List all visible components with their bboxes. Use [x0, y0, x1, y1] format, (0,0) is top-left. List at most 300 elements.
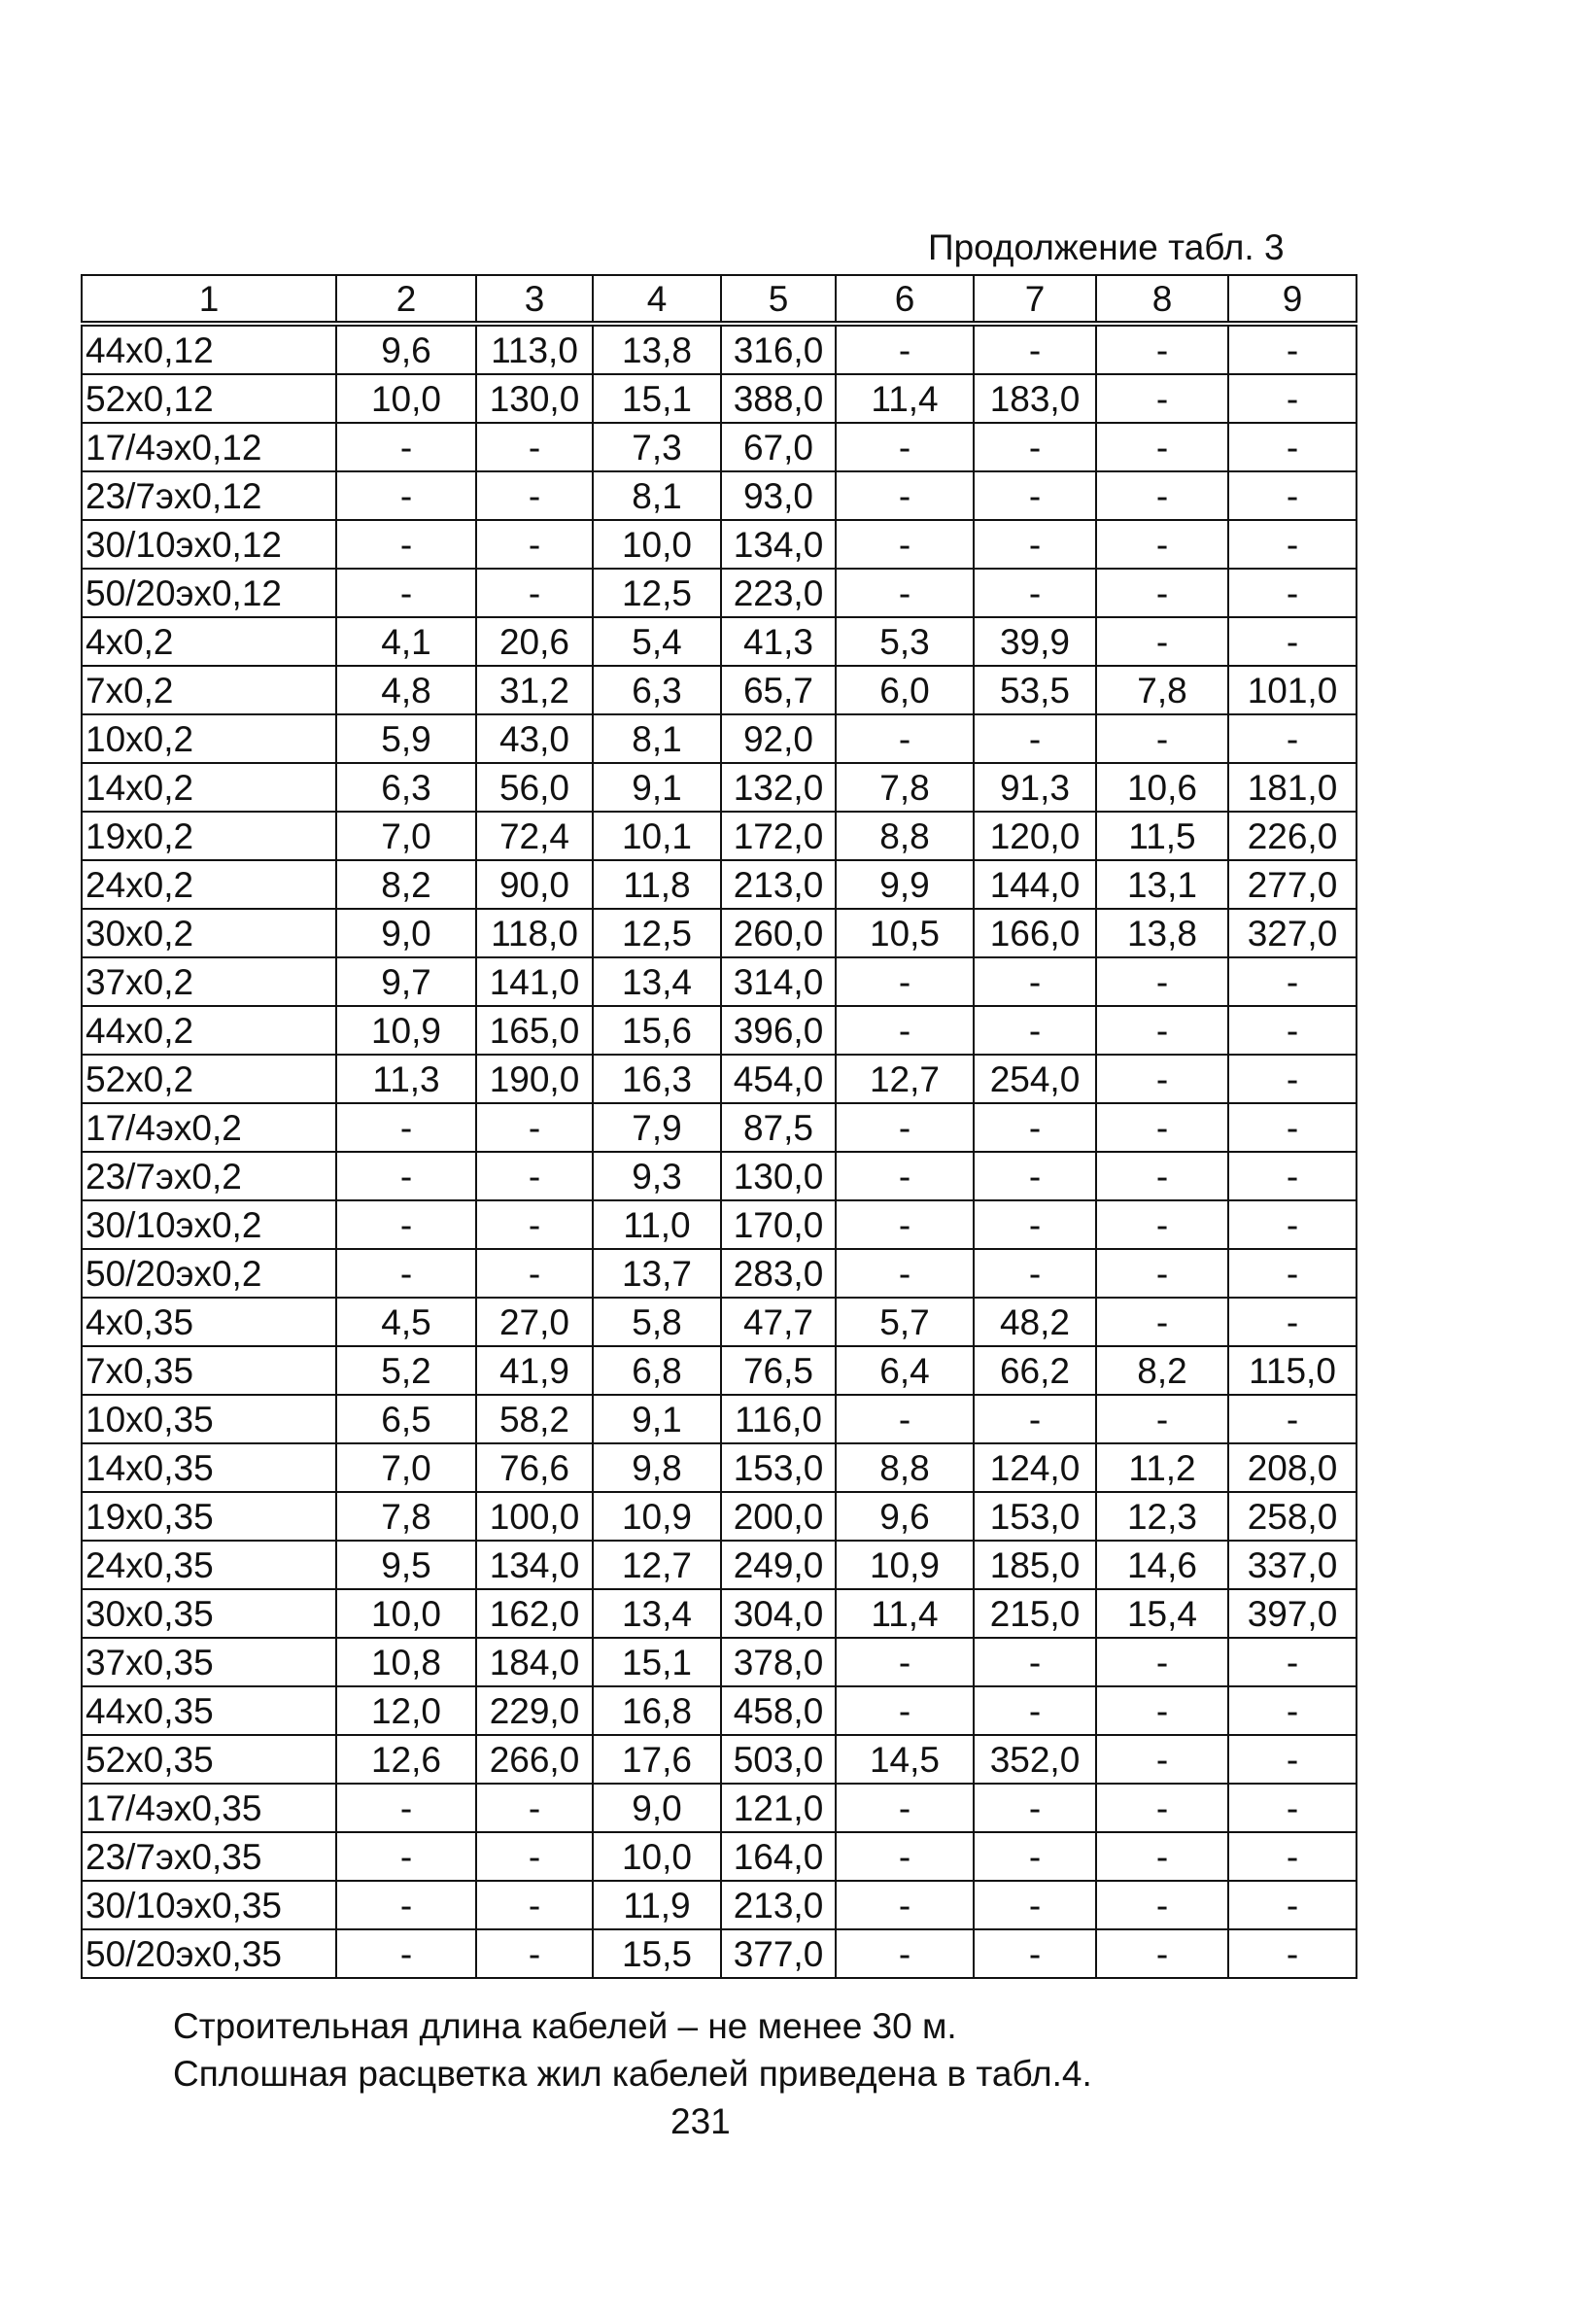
- table-cell: -: [1228, 1249, 1357, 1298]
- table-cell: -: [476, 1200, 593, 1249]
- table-cell: -: [336, 1200, 476, 1249]
- table-cell: -: [336, 1881, 476, 1929]
- table-cell: -: [1096, 471, 1228, 520]
- table-cell: 277,0: [1228, 860, 1357, 909]
- table-cell: 11,4: [836, 1589, 974, 1638]
- table-cell: 100,0: [476, 1492, 593, 1541]
- table-cell: -: [974, 1832, 1096, 1881]
- table-cell: 65,7: [721, 666, 836, 714]
- cable-designation-cell: 10x0,35: [82, 1395, 336, 1443]
- table-cell: -: [1228, 1832, 1357, 1881]
- table-cell: -: [836, 324, 974, 374]
- table-cell: 10,9: [336, 1006, 476, 1055]
- table-cell: -: [1096, 1055, 1228, 1103]
- table-cell: 27,0: [476, 1298, 593, 1346]
- table-cell: -: [974, 1006, 1096, 1055]
- table-cell: -: [1096, 324, 1228, 374]
- table-cell: -: [1096, 714, 1228, 763]
- table-row: [82, 1881, 1357, 1929]
- table-cell: -: [836, 1784, 974, 1832]
- cable-designation-cell: 37x0,35: [82, 1638, 336, 1686]
- table-cell: -: [476, 1249, 593, 1298]
- table-cell: 503,0: [721, 1735, 836, 1784]
- table-row: [82, 617, 1357, 666]
- table-cell: 377,0: [721, 1929, 836, 1978]
- note-construction-length: Строительная длина кабелей – не менее 30 м.: [173, 2006, 957, 2046]
- table-cell: -: [1096, 957, 1228, 1006]
- column-header: 4: [593, 275, 721, 324]
- table-body: [82, 324, 1357, 1978]
- table-cell: 121,0: [721, 1784, 836, 1832]
- table-cell: 185,0: [974, 1541, 1096, 1589]
- table-cell: 172,0: [721, 812, 836, 860]
- cable-designation-cell: 44x0,2: [82, 1006, 336, 1055]
- table-cell: 66,2: [974, 1346, 1096, 1395]
- table-cell: -: [1096, 1152, 1228, 1200]
- table-cell: 10,9: [836, 1541, 974, 1589]
- table-cell: 200,0: [721, 1492, 836, 1541]
- table-cell: -: [836, 1395, 974, 1443]
- table-cell: 101,0: [1228, 666, 1357, 714]
- table-cell: 10,1: [593, 812, 721, 860]
- table-cell: -: [1228, 617, 1357, 666]
- table-cell: 266,0: [476, 1735, 593, 1784]
- table-cell: 260,0: [721, 909, 836, 957]
- column-header: 3: [476, 275, 593, 324]
- table-cell: -: [336, 471, 476, 520]
- table-cell: -: [836, 957, 974, 1006]
- table-cell: 7,3: [593, 423, 721, 471]
- table-cell: 8,1: [593, 714, 721, 763]
- table-cell: -: [476, 1832, 593, 1881]
- table-cell: 15,5: [593, 1929, 721, 1978]
- table-row: [82, 1006, 1357, 1055]
- table-cell: 132,0: [721, 763, 836, 812]
- table-cell: 316,0: [721, 324, 836, 374]
- table-cell: 9,0: [593, 1784, 721, 1832]
- table-cell: -: [336, 1249, 476, 1298]
- cable-designation-cell: 50/20эx0,12: [82, 569, 336, 617]
- table-cell: 6,3: [336, 763, 476, 812]
- table-cell: 6,4: [836, 1346, 974, 1395]
- table-cell: -: [1096, 1103, 1228, 1152]
- table-row: [82, 763, 1357, 812]
- table-cell: -: [974, 957, 1096, 1006]
- table-cell: 118,0: [476, 909, 593, 957]
- column-header: 1: [82, 275, 336, 324]
- table-cell: 397,0: [1228, 1589, 1357, 1638]
- table-cell: -: [1096, 1784, 1228, 1832]
- table-cell: 120,0: [974, 812, 1096, 860]
- cable-designation-cell: 10x0,2: [82, 714, 336, 763]
- table-cell: 124,0: [974, 1443, 1096, 1492]
- table-cell: 352,0: [974, 1735, 1096, 1784]
- table-row: [82, 520, 1357, 569]
- table-cell: 12,7: [593, 1541, 721, 1589]
- table-cell: 5,3: [836, 617, 974, 666]
- table-cell: -: [476, 520, 593, 569]
- table-cell: -: [836, 423, 974, 471]
- cable-designation-cell: 24x0,35: [82, 1541, 336, 1589]
- table-cell: 314,0: [721, 957, 836, 1006]
- table-cell: 4,8: [336, 666, 476, 714]
- table-cell: -: [974, 1200, 1096, 1249]
- table-cell: -: [1228, 1735, 1357, 1784]
- table-cell: 17,6: [593, 1735, 721, 1784]
- table-row: [82, 1395, 1357, 1443]
- cable-designation-cell: 17/4эx0,12: [82, 423, 336, 471]
- table-cell: 8,2: [1096, 1346, 1228, 1395]
- table-cell: 7,8: [836, 763, 974, 812]
- table-cell: 47,7: [721, 1298, 836, 1346]
- table-cell: 10,9: [593, 1492, 721, 1541]
- table-cell: -: [836, 1103, 974, 1152]
- column-header: 9: [1228, 275, 1357, 324]
- table-cell: 12,3: [1096, 1492, 1228, 1541]
- table-cell: -: [336, 520, 476, 569]
- table-cell: 226,0: [1228, 812, 1357, 860]
- cable-designation-cell: 44x0,12: [82, 324, 336, 374]
- table-cell: 5,7: [836, 1298, 974, 1346]
- table-cell: -: [1096, 374, 1228, 423]
- table-cell: -: [836, 1638, 974, 1686]
- table-cell: -: [836, 1006, 974, 1055]
- table-cell: -: [1228, 1103, 1357, 1152]
- table-cell: 67,0: [721, 423, 836, 471]
- table-cell: -: [1228, 957, 1357, 1006]
- table-cell: -: [1096, 1298, 1228, 1346]
- table-cell: 9,0: [336, 909, 476, 957]
- table-cell: 13,4: [593, 1589, 721, 1638]
- note-core-coloring: Сплошная расцветка жил кабелей приведена в табл.4.: [173, 2054, 1092, 2094]
- table-row: [82, 812, 1357, 860]
- table-row: [82, 957, 1357, 1006]
- table-row: [82, 1443, 1357, 1492]
- table-cell: 9,7: [336, 957, 476, 1006]
- cable-designation-cell: 4x0,35: [82, 1298, 336, 1346]
- table-cell: -: [1228, 1152, 1357, 1200]
- table-cell: 166,0: [974, 909, 1096, 957]
- table-cell: 12,0: [336, 1686, 476, 1735]
- table-row: [82, 569, 1357, 617]
- table-cell: 165,0: [476, 1006, 593, 1055]
- table-cell: -: [1228, 1638, 1357, 1686]
- table-cell: -: [974, 1103, 1096, 1152]
- table-cell: 134,0: [721, 520, 836, 569]
- table-cell: 4,5: [336, 1298, 476, 1346]
- table-cell: 181,0: [1228, 763, 1357, 812]
- table-cell: -: [1096, 1200, 1228, 1249]
- cable-designation-cell: 30x0,35: [82, 1589, 336, 1638]
- table-cell: 7,9: [593, 1103, 721, 1152]
- table-cell: -: [836, 520, 974, 569]
- table-cell: -: [476, 1784, 593, 1832]
- cable-designation-cell: 50/20эx0,35: [82, 1929, 336, 1978]
- table-cell: 11,8: [593, 860, 721, 909]
- table-cell: -: [1228, 1298, 1357, 1346]
- cable-designation-cell: 7x0,2: [82, 666, 336, 714]
- table-cell: 10,0: [593, 1832, 721, 1881]
- table-cell: 164,0: [721, 1832, 836, 1881]
- table-cell: -: [336, 1832, 476, 1881]
- table-row: [82, 1541, 1357, 1589]
- table-cell: -: [974, 324, 1096, 374]
- table-cell: -: [974, 471, 1096, 520]
- table-cell: 7,0: [336, 1443, 476, 1492]
- column-header: 2: [336, 275, 476, 324]
- table-cell: 8,8: [836, 1443, 974, 1492]
- table-row: [82, 374, 1357, 423]
- table-cell: 5,9: [336, 714, 476, 763]
- table-row: [82, 1638, 1357, 1686]
- table-cell: 90,0: [476, 860, 593, 909]
- table-cell: 304,0: [721, 1589, 836, 1638]
- column-header: 6: [836, 275, 974, 324]
- table-cell: -: [1096, 520, 1228, 569]
- table-cell: 16,8: [593, 1686, 721, 1735]
- table-cell: 153,0: [721, 1443, 836, 1492]
- table-cell: 9,5: [336, 1541, 476, 1589]
- table-cell: -: [836, 714, 974, 763]
- table-cell: 11,5: [1096, 812, 1228, 860]
- table-cell: 144,0: [974, 860, 1096, 909]
- column-header: 8: [1096, 275, 1228, 324]
- table-cell: 337,0: [1228, 1541, 1357, 1589]
- table-cell: 130,0: [476, 374, 593, 423]
- table-cell: -: [1096, 1686, 1228, 1735]
- table-row: [82, 860, 1357, 909]
- table-cell: -: [1228, 471, 1357, 520]
- table-row: [82, 1686, 1357, 1735]
- table-cell: 113,0: [476, 324, 593, 374]
- table-cell: 5,2: [336, 1346, 476, 1395]
- table-cell: 12,5: [593, 909, 721, 957]
- table-cell: 10,6: [1096, 763, 1228, 812]
- table-row: [82, 1346, 1357, 1395]
- table-row: [82, 471, 1357, 520]
- table-cell: 10,0: [336, 1589, 476, 1638]
- table-cell: 43,0: [476, 714, 593, 763]
- cable-designation-cell: 37x0,2: [82, 957, 336, 1006]
- table-cell: -: [476, 569, 593, 617]
- table-cell: 12,7: [836, 1055, 974, 1103]
- table-cell: 183,0: [974, 374, 1096, 423]
- table-cell: 115,0: [1228, 1346, 1357, 1395]
- table-row: [82, 1103, 1357, 1152]
- table-cell: -: [1096, 1735, 1228, 1784]
- table-cell: -: [836, 1152, 974, 1200]
- table-cell: -: [974, 1929, 1096, 1978]
- table-cell: -: [1228, 1929, 1357, 1978]
- table-cell: 87,5: [721, 1103, 836, 1152]
- table-cell: 9,1: [593, 763, 721, 812]
- table-cell: 10,5: [836, 909, 974, 957]
- cable-designation-cell: 24x0,2: [82, 860, 336, 909]
- table-cell: 153,0: [974, 1492, 1096, 1541]
- table-cell: -: [1228, 324, 1357, 374]
- table-cell: 11,0: [593, 1200, 721, 1249]
- table-cell: 254,0: [974, 1055, 1096, 1103]
- table-cell: 13,4: [593, 957, 721, 1006]
- table-cell: -: [836, 471, 974, 520]
- table-cell: 13,7: [593, 1249, 721, 1298]
- table-row: [82, 666, 1357, 714]
- cable-designation-cell: 52x0,12: [82, 374, 336, 423]
- table-cell: -: [1228, 374, 1357, 423]
- table-cell: -: [1228, 1006, 1357, 1055]
- table-cell: -: [336, 423, 476, 471]
- table-cell: 378,0: [721, 1638, 836, 1686]
- table-cell: 9,6: [336, 324, 476, 374]
- table-cell: 8,8: [836, 812, 974, 860]
- table-cell: -: [1096, 1638, 1228, 1686]
- cable-designation-cell: 14x0,2: [82, 763, 336, 812]
- table-cell: 6,5: [336, 1395, 476, 1443]
- cable-designation-cell: 52x0,2: [82, 1055, 336, 1103]
- table-cell: -: [836, 1249, 974, 1298]
- table-cell: 6,3: [593, 666, 721, 714]
- table-cell: 396,0: [721, 1006, 836, 1055]
- page-number: 231: [670, 2101, 731, 2141]
- cable-designation-cell: 23/7эx0,35: [82, 1832, 336, 1881]
- table-cell: -: [1096, 1929, 1228, 1978]
- table-cell: 20,6: [476, 617, 593, 666]
- table-cell: 190,0: [476, 1055, 593, 1103]
- table-cell: 93,0: [721, 471, 836, 520]
- table-cell: 16,3: [593, 1055, 721, 1103]
- table-row: [82, 1832, 1357, 1881]
- table-cell: 223,0: [721, 569, 836, 617]
- table-cell: 215,0: [974, 1589, 1096, 1638]
- table-cell: -: [1228, 1395, 1357, 1443]
- table-cell: 10,0: [336, 374, 476, 423]
- table-cell: -: [476, 1152, 593, 1200]
- table-cell: 72,4: [476, 812, 593, 860]
- table-cell: -: [974, 520, 1096, 569]
- table-cell: 5,8: [593, 1298, 721, 1346]
- table-cell: 13,8: [1096, 909, 1228, 957]
- table-cell: 9,3: [593, 1152, 721, 1200]
- table-cell: 249,0: [721, 1541, 836, 1589]
- table-cell: 184,0: [476, 1638, 593, 1686]
- column-header: 7: [974, 275, 1096, 324]
- table-cell: 162,0: [476, 1589, 593, 1638]
- table-cell: -: [476, 471, 593, 520]
- table-cell: 116,0: [721, 1395, 836, 1443]
- table-row: [82, 1784, 1357, 1832]
- table-cell: 7,8: [1096, 666, 1228, 714]
- table-cell: 12,6: [336, 1735, 476, 1784]
- table-cell: 56,0: [476, 763, 593, 812]
- table-cell: -: [336, 1103, 476, 1152]
- table-cell: -: [836, 1881, 974, 1929]
- table-cell: 15,1: [593, 1638, 721, 1686]
- table-cell: -: [974, 1881, 1096, 1929]
- table-cell: 91,3: [974, 763, 1096, 812]
- table-cell: -: [974, 714, 1096, 763]
- table-cell: 15,1: [593, 374, 721, 423]
- table-row: [82, 324, 1357, 374]
- table-cell: -: [476, 1881, 593, 1929]
- table-cell: -: [974, 1395, 1096, 1443]
- table-cell: -: [1096, 1832, 1228, 1881]
- cable-designation-cell: 17/4эx0,35: [82, 1784, 336, 1832]
- table-cell: 76,6: [476, 1443, 593, 1492]
- table-cell: 208,0: [1228, 1443, 1357, 1492]
- table-cell: 92,0: [721, 714, 836, 763]
- table-cell: 14,5: [836, 1735, 974, 1784]
- table-cell: 134,0: [476, 1541, 593, 1589]
- table-cell: -: [974, 1784, 1096, 1832]
- table-row: [82, 909, 1357, 957]
- table-cell: 9,1: [593, 1395, 721, 1443]
- table-caption: Продолжение табл. 3: [928, 227, 1285, 267]
- table-cell: 283,0: [721, 1249, 836, 1298]
- cable-designation-cell: 44x0,35: [82, 1686, 336, 1735]
- table-cell: -: [974, 1152, 1096, 1200]
- table-cell: 141,0: [476, 957, 593, 1006]
- table-cell: 48,2: [974, 1298, 1096, 1346]
- table-cell: 10,8: [336, 1638, 476, 1686]
- table-cell: -: [476, 1103, 593, 1152]
- cable-designation-cell: 23/7эx0,2: [82, 1152, 336, 1200]
- table-cell: 4,1: [336, 617, 476, 666]
- table-cell: -: [974, 1249, 1096, 1298]
- table-cell: 41,3: [721, 617, 836, 666]
- cable-table: [81, 274, 1357, 1979]
- table-row: [82, 423, 1357, 471]
- table-cell: 53,5: [974, 666, 1096, 714]
- table-row: [82, 1492, 1357, 1541]
- table-cell: 7,0: [336, 812, 476, 860]
- table-cell: 258,0: [1228, 1492, 1357, 1541]
- table-row: [82, 1152, 1357, 1200]
- table-cell: -: [836, 1832, 974, 1881]
- cable-designation-cell: 30/10эx0,2: [82, 1200, 336, 1249]
- table-cell: 11,2: [1096, 1443, 1228, 1492]
- table-cell: -: [836, 1686, 974, 1735]
- table-cell: -: [836, 569, 974, 617]
- cable-designation-cell: 30/10эx0,35: [82, 1881, 336, 1929]
- table-cell: -: [1228, 1055, 1357, 1103]
- table-cell: -: [1228, 423, 1357, 471]
- table-cell: -: [1228, 1784, 1357, 1832]
- table-header: [82, 275, 1357, 324]
- table-cell: 15,4: [1096, 1589, 1228, 1638]
- table-cell: -: [336, 1784, 476, 1832]
- table-cell: 9,6: [836, 1492, 974, 1541]
- table-cell: -: [974, 1638, 1096, 1686]
- table-cell: 7,8: [336, 1492, 476, 1541]
- table-cell: 8,1: [593, 471, 721, 520]
- table-cell: 327,0: [1228, 909, 1357, 957]
- cable-designation-cell: 30x0,2: [82, 909, 336, 957]
- table-cell: -: [1228, 569, 1357, 617]
- table-cell: -: [1096, 423, 1228, 471]
- table-cell: -: [1228, 1200, 1357, 1249]
- table-cell: -: [836, 1200, 974, 1249]
- table-cell: 213,0: [721, 860, 836, 909]
- cable-designation-cell: 30/10эx0,12: [82, 520, 336, 569]
- table-cell: 39,9: [974, 617, 1096, 666]
- table-cell: 170,0: [721, 1200, 836, 1249]
- table-cell: -: [974, 569, 1096, 617]
- table-cell: 454,0: [721, 1055, 836, 1103]
- table-cell: 12,5: [593, 569, 721, 617]
- table-cell: -: [1096, 617, 1228, 666]
- table-row: [82, 1200, 1357, 1249]
- table-cell: 458,0: [721, 1686, 836, 1735]
